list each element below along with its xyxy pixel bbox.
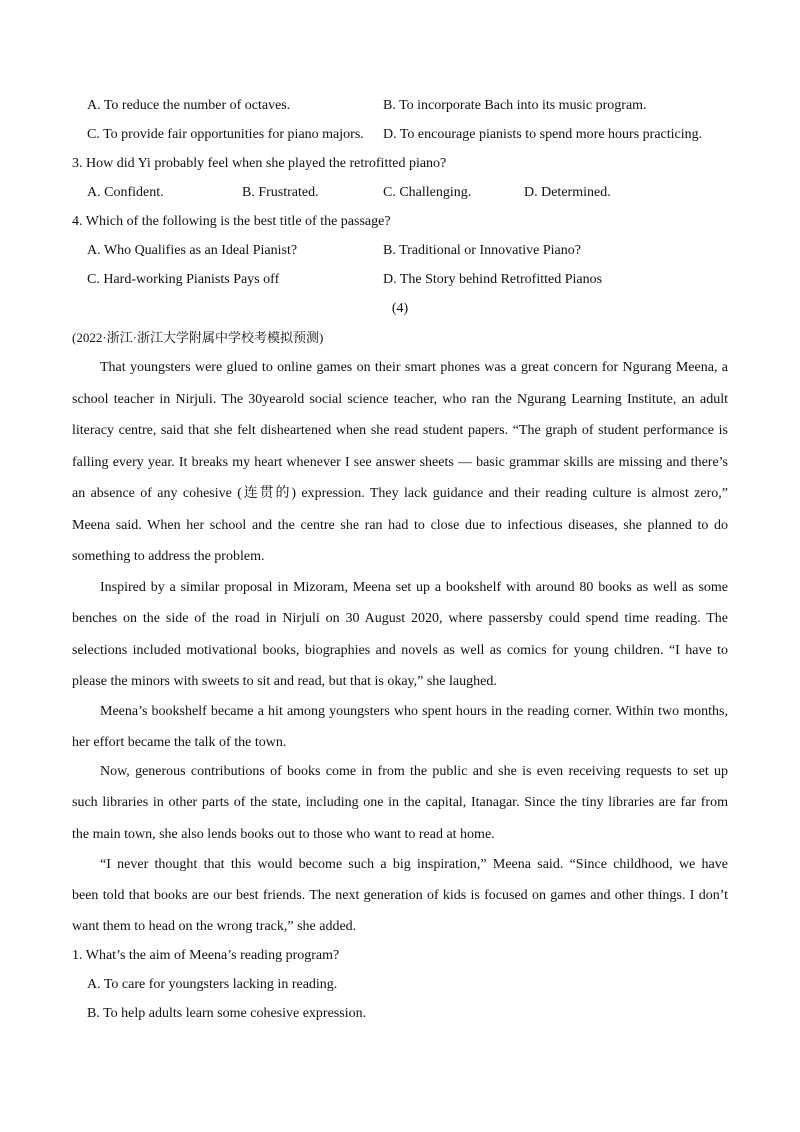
q4-option-b: B. Traditional or Innovative Piano? — [383, 243, 581, 258]
passage-line: please the minors with sweets to sit and read, but that is okay,” she laughed. — [72, 674, 497, 689]
passage-line: benches on the side of the road in Nirjuli on 30 August 2020, where passersby could spend time reading. The — [72, 611, 728, 626]
passage-line: the main town, she also lends books out to those who want to read at home. — [72, 827, 495, 842]
q3-option-d: D. Determined. — [524, 185, 611, 200]
q4-option-c: C. Hard-working Pianists Pays off — [87, 272, 280, 287]
q4-stem: 4. Which of the following is the best title of the passage? — [72, 214, 391, 229]
q2-option-a: A. To reduce the number of octaves. — [87, 98, 291, 113]
passage-line: falling every year. It breaks my heart whenever I see answer sheets — basic grammar skills are missing and there’s — [72, 455, 728, 470]
passage-line: Meena said. When her school and the centre she ran had to close due to infectious diseases, she planned to do — [72, 518, 728, 533]
passage-line: an absence of any cohesive (连贯的) expression. They lack guidance and their reading culture is almost zero,” — [72, 486, 728, 501]
passage-line: want them to head on the wrong track,” she added. — [72, 919, 357, 934]
passage-line: literacy centre, said that she felt disheartened when she read student papers. “The graph of student performance is — [72, 423, 728, 438]
q2-option-d: D. To encourage pianists to spend more hours practicing. — [383, 127, 703, 142]
passage-line: been told that books are our best friends. The next generation of kids is focused on games and other things. I don’t — [72, 888, 728, 903]
passage-line: “I never thought that this would become such a big inspiration,” Meena said. “Since childhood, we have — [100, 857, 728, 872]
section-number: (4) — [391, 301, 409, 316]
passage-line: selections included motivational books, biographies and novels as well as comics for young children. “I have to — [72, 643, 728, 658]
passage-line: something to address the problem. — [72, 549, 265, 564]
q1-option-a: A. To care for youngsters lacking in reading. — [87, 977, 338, 992]
q2-option-c: C. To provide fair opportunities for piano majors. — [87, 127, 364, 142]
passage-line: school teacher in Nirjuli. The 30yearold social science teacher, who ran the Ngurang Learning Institute, an adult — [72, 392, 728, 407]
q4-option-a: A. Who Qualifies as an Ideal Pianist? — [87, 243, 298, 258]
q1-option-b: B. To help adults learn some cohesive expression. — [87, 1006, 367, 1021]
q3-option-b: B. Frustrated. — [242, 185, 319, 200]
q1-stem: 1. What’s the aim of Meena’s reading program? — [72, 948, 340, 963]
passage-line: Now, generous contributions of books come in from the public and she is even receiving requests to set up — [100, 764, 728, 779]
q3-option-a: A. Confident. — [87, 185, 164, 200]
passage-line: such libraries in other parts of the state, including one in the capital, Itanagar. Since the tiny libraries are far from — [72, 795, 728, 810]
q4-option-d: D. The Story behind Retrofitted Pianos — [383, 272, 603, 287]
q3-stem: 3. How did Yi probably feel when she played the retrofitted piano? — [72, 156, 447, 171]
passage-line: That youngsters were glued to online games on their smart phones was a great concern for Ngurang Meena, a — [100, 360, 728, 375]
passage-line: her effort became the talk of the town. — [72, 735, 287, 750]
passage-line: Meena’s bookshelf became a hit among youngsters who spent hours in the reading corner. Within two months, — [100, 704, 728, 719]
passage-line: Inspired by a similar proposal in Mizoram, Meena set up a bookshelf with around 80 books as well as some — [100, 580, 728, 595]
source-line: (2022·浙江·浙江大学附属中学校考模拟预测) — [72, 330, 324, 345]
q2-option-b: B. To incorporate Bach into its music program. — [383, 98, 647, 113]
q3-option-c: C. Challenging. — [383, 185, 472, 200]
